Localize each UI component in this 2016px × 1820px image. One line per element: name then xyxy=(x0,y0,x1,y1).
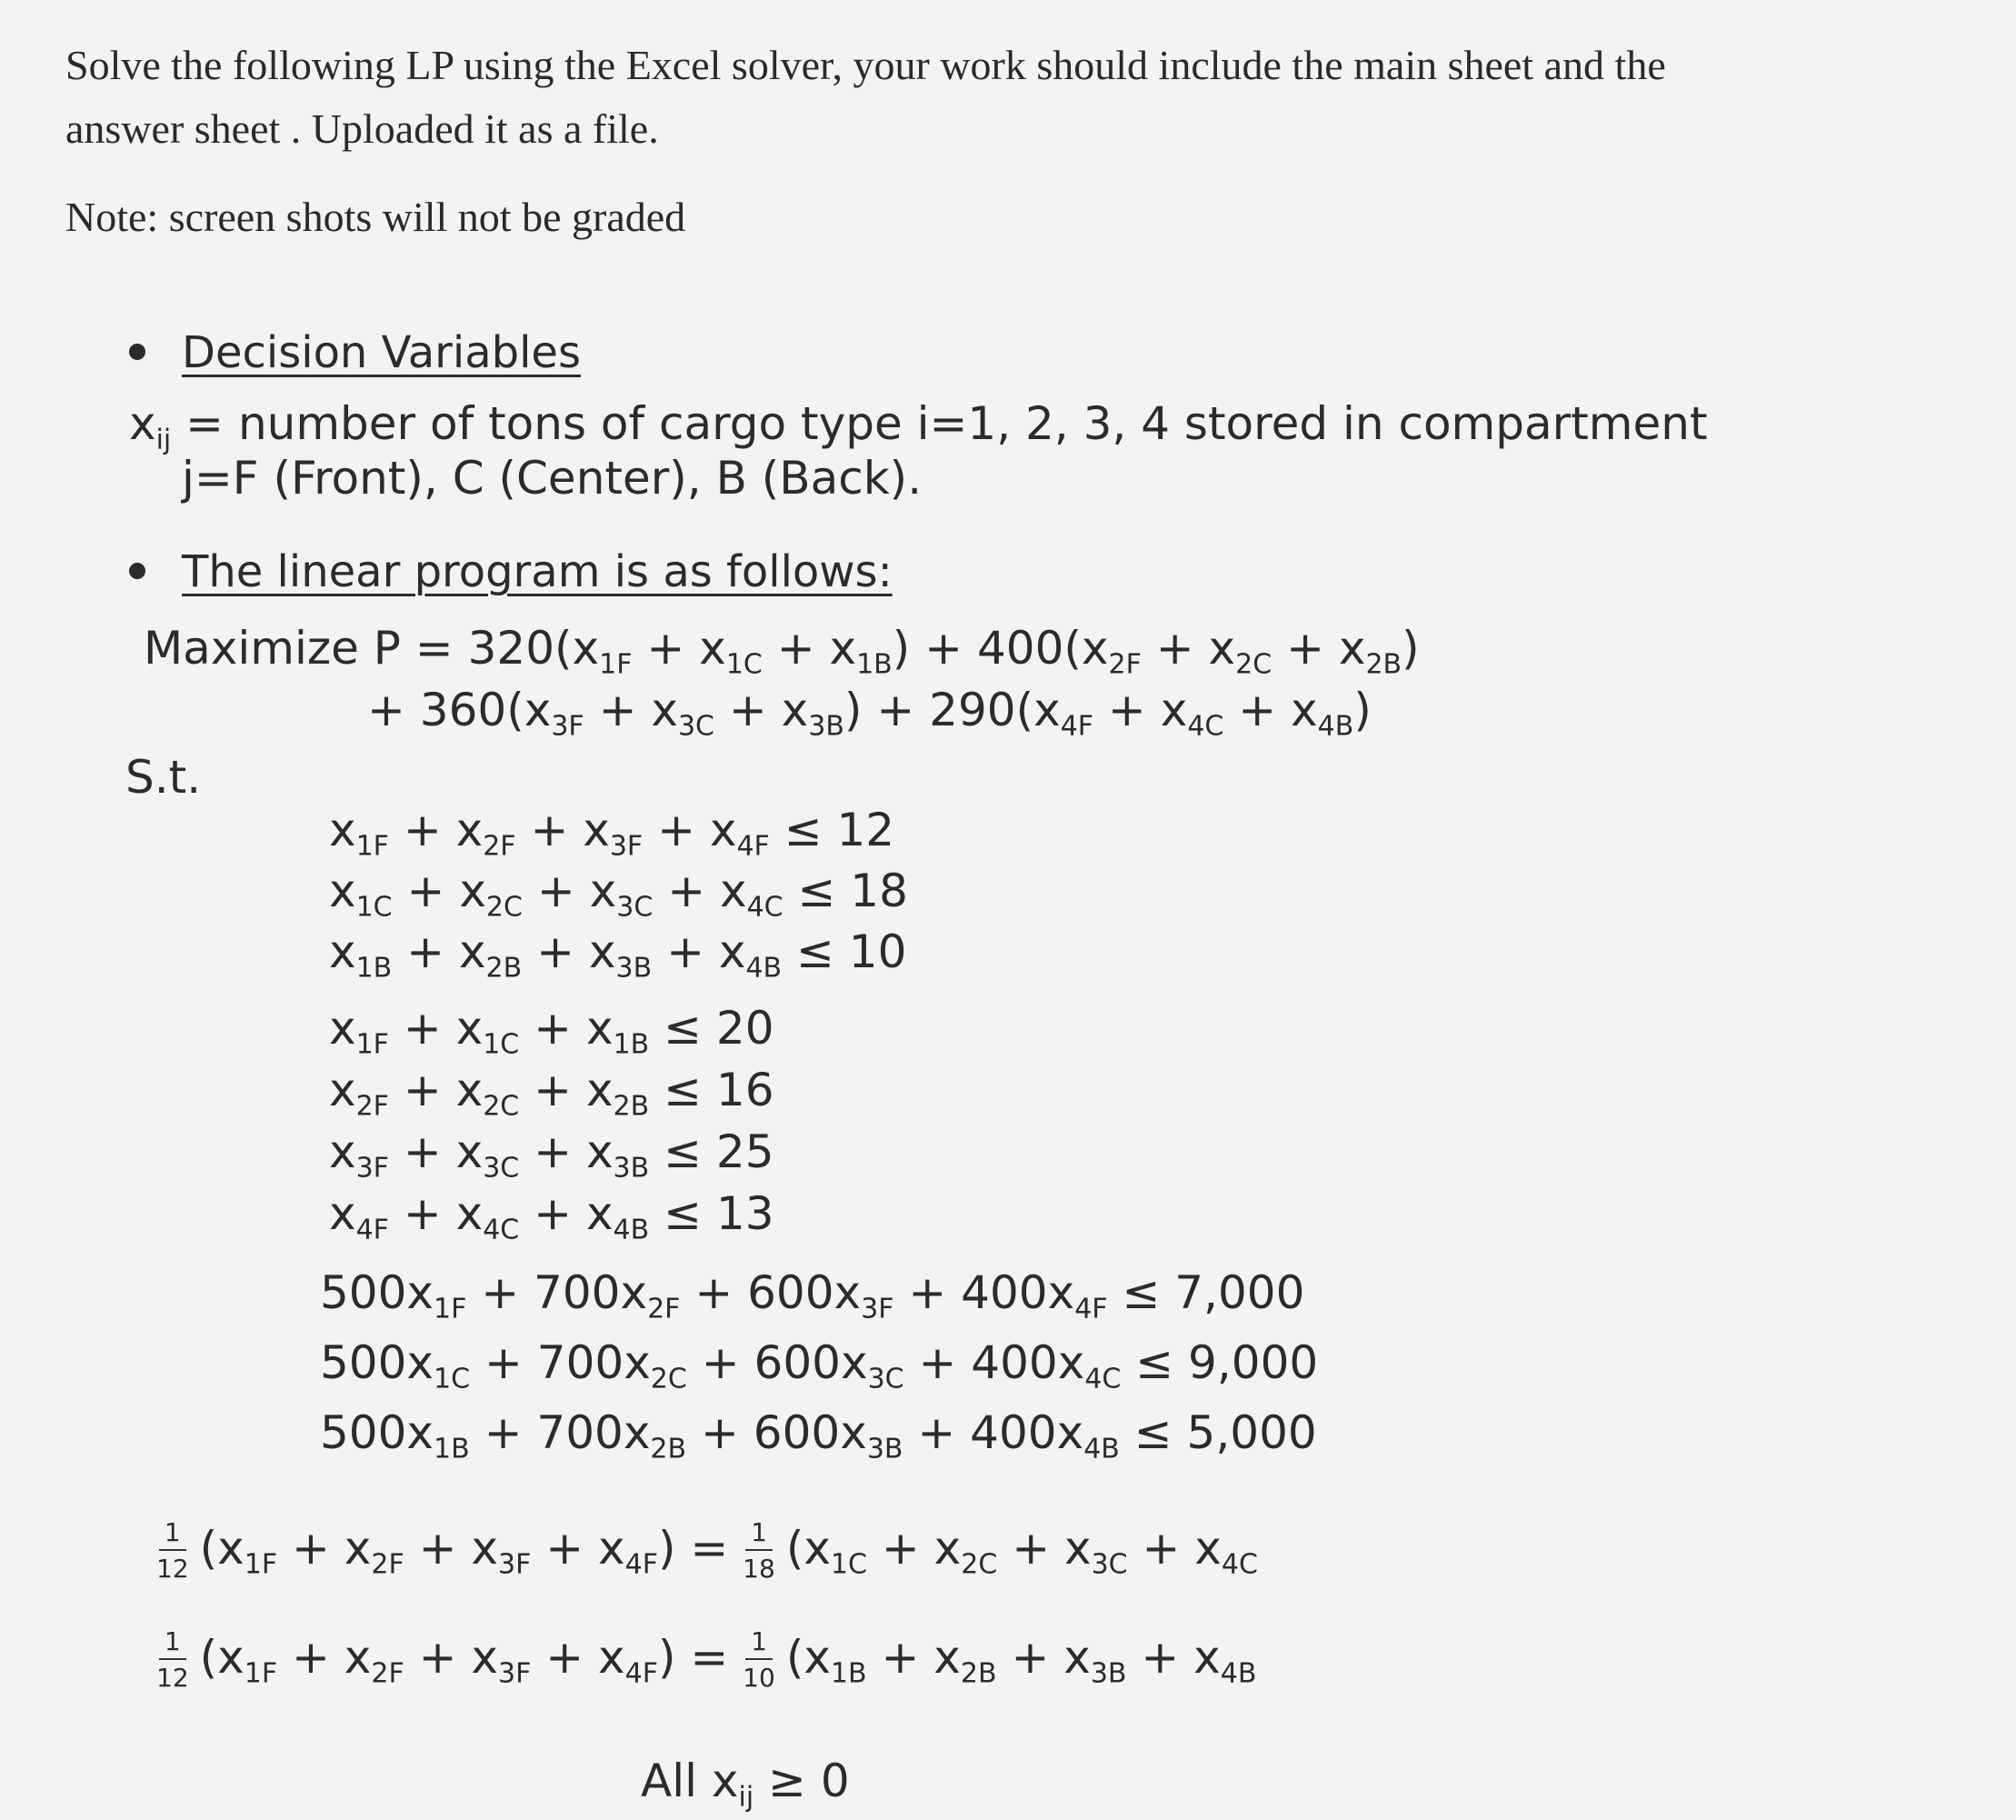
lp-heading xyxy=(129,546,893,597)
constraint-center-capacity: $x_{1C} + x_{2C} + x_{3C} + x_{4C} \le 18$ xyxy=(329,865,908,924)
decision-variables-heading xyxy=(129,327,581,378)
balance-1-right: ($x_{1C} + x_{2C} + x_{3C} + x_{4C}$ xyxy=(785,1521,1258,1580)
subject-to-label: S.t. xyxy=(125,751,202,804)
constraint-center-volume: $500x_{1C} + 700x_{2C} + 600x_{3C} + 400x_{4C} \le 9,000$ xyxy=(320,1336,1319,1395)
fraction-one-tenth: $\frac{1}{10}$ xyxy=(743,1626,775,1693)
intro-note: Note: screen shots will not be graded xyxy=(65,194,686,240)
fraction-one-twelfth: $\frac{1}{12}$ xyxy=(156,1626,189,1693)
balance-1-left: $(x_{1F} + x_{2F} + x_{3F} + x_{4F})$ = xyxy=(199,1521,729,1580)
variable-definition-text: = number of tons of cargo type i=1, 2, 3, 4 stored in compartment xyxy=(185,397,1708,450)
bullet-icon xyxy=(129,344,145,360)
fraction-one-eighteenth: $\frac{1}{18}$ xyxy=(743,1517,775,1584)
balance-2-left: $(x_{1F} + x_{2F} + x_{3F} + x_{4F})$ = xyxy=(199,1630,729,1689)
constraint-front-capacity: $x_{1F} + x_{2F} + x_{3F} + x_{4F} \le 12$ xyxy=(329,804,895,863)
variable-symbol: x xyxy=(129,397,156,450)
constraint-cargo-1: $x_{1F} + x_{1C} + x_{1B} \le 20$ xyxy=(329,1002,774,1061)
lp-heading-label: The linear program is as follows: xyxy=(182,546,893,597)
objective-label: Maximize P = xyxy=(144,622,454,675)
balance-2-right: ($x_{1B} + x_{2B} + x_{3B} + x_{4B}$ xyxy=(785,1630,1257,1689)
objective-line-1 xyxy=(144,622,1420,681)
objective-expression-1: $320(x_{1F} + x_{1C} + x_{1B}) + 400(x_{2F} + x_{2C} + x_{2B})$ xyxy=(467,622,1420,681)
intro-line-2: answer sheet . Uploaded it as a file. xyxy=(65,105,659,152)
constraint-cargo-2: $x_{2F} + x_{2C} + x_{2B} \le 16$ xyxy=(329,1064,774,1123)
decision-variables-label: Decision Variables xyxy=(182,327,581,378)
constraint-front-volume: $500x_{1F} + 700x_{2F} + 600x_{3F} + 400x_{4F} \le 7,000$ xyxy=(320,1266,1305,1325)
bullet-icon xyxy=(129,563,145,579)
variable-subscript: ij xyxy=(155,424,172,456)
fraction-one-twelfth: $\frac{1}{12}$ xyxy=(156,1517,189,1584)
intro-line-1: Solve the following LP using the Excel solver, your work should include the main sheet and the xyxy=(65,42,1666,88)
constraint-back-capacity: $x_{1B} + x_{2B} + x_{3B} + x_{4B} \le 10$ xyxy=(329,925,907,985)
constraint-back-volume: $500x_{1B} + 700x_{2B} + 600x_{3B} + 400x_{4B} \le 5,000$ xyxy=(320,1406,1317,1465)
objective-line-2: + $360(x_{3F} + x_{3C} + x_{3B}) + 290(x_{4F} + x_{4C} + x_{4B})$ xyxy=(367,684,1372,743)
variable-definition-line-2: j=F (Front), C (Center), B (Back). xyxy=(182,452,923,505)
constraint-cargo-4: $x_{4F} + x_{4C} + x_{4B} \le 13$ xyxy=(329,1187,774,1246)
non-negativity-constraint: All $x_{ij} \ge 0$ xyxy=(641,1755,850,1814)
balance-constraint-1 xyxy=(156,1517,1258,1584)
constraint-cargo-3: $x_{3F} + x_{3C} + x_{3B} \le 25$ xyxy=(329,1125,774,1185)
variable-definition-line-1 xyxy=(129,397,1708,456)
balance-constraint-2 xyxy=(156,1626,1257,1693)
